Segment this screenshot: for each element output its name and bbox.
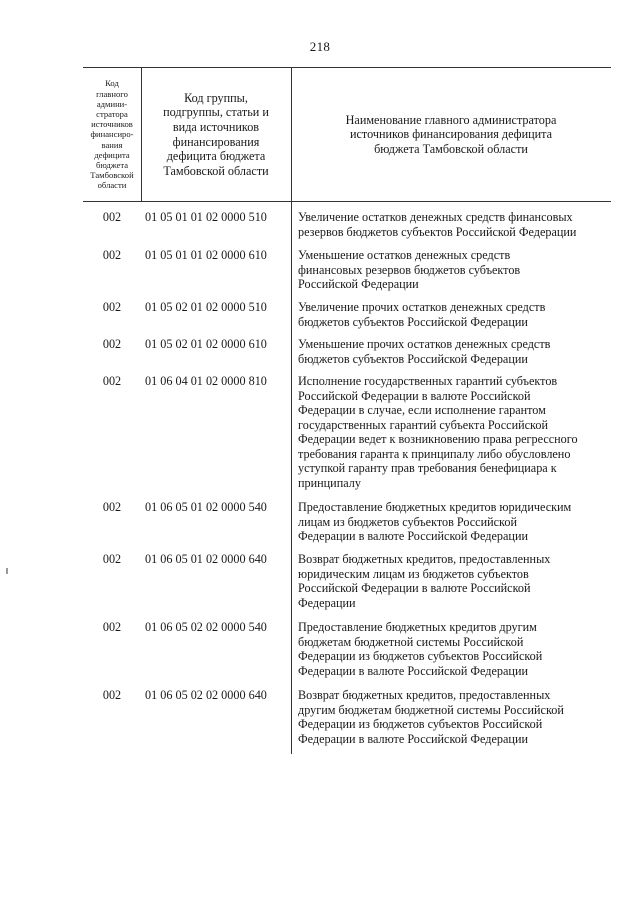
- header-cell-name: [291, 68, 611, 201]
- name-cell: Уменьшение остатков денежных средств финансовых резервов бюджетов субъектов Российской Федерации: [298, 248, 521, 291]
- admin-code-cell: 002: [102, 300, 122, 314]
- header-group-code-text: Код группы, подгруппы, статьи и вида источников финансирования дефицита бюджета Тамбовской области: [163, 90, 269, 178]
- name-cell: Возврат бюджетных кредитов, предоставленных юридическим лицам из бюджетов субъектов Российской Федерации в валюте Российской Федерации: [298, 552, 551, 610]
- group-code-cell: 01 05 02 01 02 0000 510: [145, 300, 267, 314]
- header-cell-group-code: [141, 68, 292, 201]
- name-cell: Предоставление бюджетных кредитов другим бюджетам бюджетной системы Российской Федерации из бюджетов субъектов Российской Федерации в валюте Российской Федерации: [298, 620, 543, 678]
- group-code-cell: 01 06 05 02 02 0000 640: [145, 688, 267, 702]
- header-cell-admin-code: [83, 68, 142, 201]
- group-code-cell: 01 06 05 01 02 0000 540: [145, 500, 267, 514]
- name-cell: Исполнение государственных гарантий субъектов Российской Федерации в валюте Российской Федерации в случае, если исполнение гарантом государственных гарантий субъекта Российской Федерации ведет к возникновению права регрессного требования гаранта к принципалу либо обусловлено уступкой гаранту прав требования бенефициара к принципалу: [298, 374, 578, 490]
- column-divider: [291, 202, 292, 754]
- name-cell: Уменьшение прочих остатков денежных средств бюджетов субъектов Российской Федерации: [298, 337, 551, 366]
- table-body: [83, 202, 611, 754]
- name-cell: Увеличение прочих остатков денежных средств бюджетов субъектов Российской Федерации: [298, 300, 546, 329]
- admin-code-cell: 002: [102, 620, 122, 634]
- page-number: 218: [309, 39, 331, 54]
- admin-code-cell: 002: [102, 374, 122, 388]
- group-code-cell: 01 05 01 01 02 0000 510: [145, 210, 267, 224]
- admin-code-cell: 002: [102, 210, 122, 224]
- group-code-cell: 01 06 04 01 02 0000 810: [145, 374, 267, 388]
- group-code-cell: 01 05 02 01 02 0000 610: [145, 337, 267, 351]
- table-header: [83, 67, 611, 202]
- name-cell: Возврат бюджетных кредитов, предоставленных другим бюджетам бюджетной системы Российской Федерации из бюджетов субъектов Российской Федерации в валюте Российской Федерации: [298, 688, 564, 746]
- name-cell: Увеличение остатков денежных средств финансовых резервов бюджетов субъектов Российской Федерации: [298, 210, 577, 239]
- name-cell: Предоставление бюджетных кредитов юридическим лицам из бюджетов субъектов Российской Федерации в валюте Российской Федерации: [298, 500, 572, 543]
- group-code-cell: 01 06 05 02 02 0000 540: [145, 620, 267, 634]
- admin-code-cell: 002: [102, 552, 122, 566]
- admin-code-cell: 002: [102, 248, 122, 262]
- header-admin-code-text: Код главного админи- стратора источников финансиро- вания дефицита бюджета Тамбовской области: [90, 78, 134, 191]
- admin-code-cell: 002: [102, 500, 122, 514]
- group-code-cell: 01 05 01 01 02 0000 610: [145, 248, 267, 262]
- admin-code-cell: 002: [102, 688, 122, 702]
- group-code-cell: 01 06 05 01 02 0000 640: [145, 552, 267, 566]
- scan-margin-mark: [6, 568, 8, 574]
- header-name-text: Наименование главного администратора источников финансирования дефицита бюджета Тамбовской области: [345, 112, 557, 156]
- sources-table: [83, 67, 611, 754]
- admin-code-cell: 002: [102, 337, 122, 351]
